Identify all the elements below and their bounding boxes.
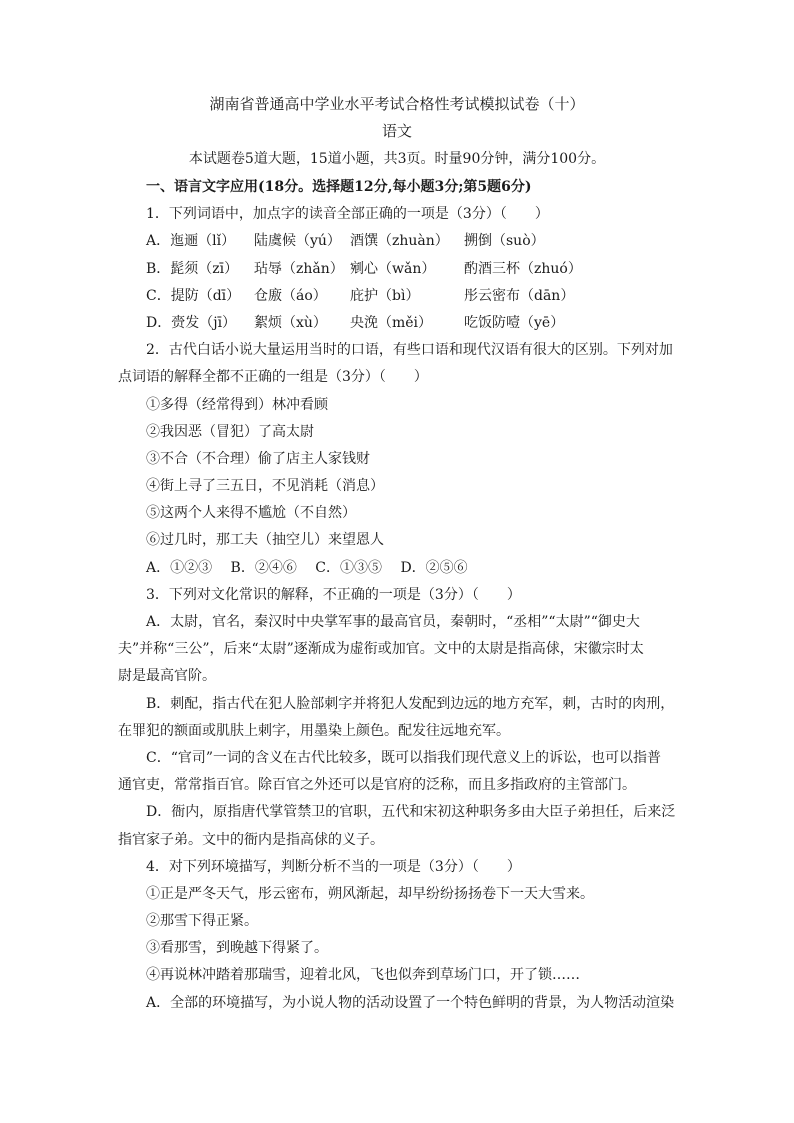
question-4-option-a: A．全部的环境描写，为小说人物的活动设置了一个特色鲜明的背景，为人物活动渲染	[146, 994, 675, 1011]
question-2-stem-cont: 点词语的解释全都不正确的一组是（3分）（ ）	[118, 369, 428, 386]
option-word: C．提防（dī）	[146, 287, 241, 304]
option-word: 酒馔（zhuàn）	[350, 233, 449, 250]
question-4-item: ①正是严冬天气，彤云密布，朔风渐起，却早纷纷扬扬卷下一天大雪来。	[146, 885, 594, 902]
question-3-line: B．刺配，指古代在犯人脸部刺字并将犯人发配到边远的地方充军，刺，古时的肉刑，	[146, 695, 675, 712]
question-3-stem: 3．下列对文化常识的解释，不正确的一项是（3分）（ ）	[146, 586, 521, 603]
question-2-item: ④街上寻了三五日，不见消耗（消息）	[146, 478, 384, 495]
option-word: 庇护（bì）	[350, 287, 420, 304]
option-word: 剜心（wǎn）	[350, 260, 436, 277]
question-4-item: ②那雪下得正紧。	[146, 913, 258, 930]
question-4-item: ④再说林冲踏着那瑞雪，迎着北风，飞也似奔到草场门口，开了锁……	[146, 967, 580, 984]
option-word: D．赍发（jī）	[146, 314, 237, 331]
option-word: 酌酒三杯（zhuó）	[464, 260, 582, 277]
question-2-item: ①多得（经常得到）林冲看顾	[146, 396, 328, 413]
question-1-option-a	[118, 228, 680, 255]
option-word: 搠倒（suò）	[464, 233, 545, 250]
subject-label: 语文	[381, 122, 412, 140]
exam-title: 湖南省普通高中学业水平考试合格性考试模拟试卷（十）	[209, 95, 585, 113]
question-3-line: D．衙内，原指唐代掌管禁卫的官职，五代和宋初这种职务多由大臣子弟担任，后来泛	[146, 804, 676, 821]
question-2-item: ③不合（不合理）偷了店主人家钱财	[146, 450, 370, 467]
question-1-option-d	[118, 310, 680, 337]
section-heading: 一、语言文字应用(18分。选择题12分,每小题3分;第5题6分)	[146, 179, 532, 195]
option-word: A．迤逦（lǐ）	[146, 233, 236, 250]
option-word: B．髭须（zī）	[146, 260, 239, 277]
question-3-line: 夫”并称“三公”，后来“太尉”逐渐成为虚衔或加官。文中的太尉是指高俅，宋徽宗时太	[118, 641, 644, 658]
question-3-line: 指官家子弟。文中的衙内是指高俅的义子。	[118, 831, 384, 848]
option-word: 玷辱（zhǎn）	[254, 260, 344, 277]
question-2-options: A．①②③ B．②④⑥ C．①③⑤ D．②⑤⑥	[146, 559, 468, 576]
question-4-stem: 4．对下列环境描写，判断分析不当的一项是（3分）（ ）	[146, 858, 521, 875]
question-1-stem: 1．下列词语中，加点字的读音全部正确的一项是（3分）（ ）	[146, 206, 549, 223]
question-1-option-c	[118, 283, 680, 310]
option-word: 吃饭防噎（yē）	[464, 314, 565, 331]
question-2-item: ⑤这两个人来得不尴尬（不自然）	[146, 505, 356, 522]
question-3-line: 通官吏，常常指百官。除百官之外还可以是官府的泛称，而且多指政府的主管部门。	[118, 777, 636, 794]
question-3-line: A．太尉，官名，秦汉时中央掌军事的最高官员，秦朝时，“丞相”“太尉”“御史大	[146, 614, 640, 630]
question-2-stem: 2．古代白话小说大量运用当时的口语，有些口语和现代汉语有很大的区别。下列对加	[146, 342, 673, 359]
question-4-item: ③看那雪，到晚越下得紧了。	[146, 940, 328, 957]
exam-info: 本试题卷5道大题，15道小题，共3页。时量90分钟，满分100分。	[188, 151, 606, 167]
option-word: 仓廒（áo）	[254, 287, 327, 304]
question-2-item: ②我因恶（冒犯）了高太尉	[146, 423, 314, 440]
option-word: 央浼（měi）	[350, 314, 433, 331]
question-3-line: 在罪犯的额面或肌肤上刺字，用墨染上颜色。配发往远地充军。	[118, 722, 510, 739]
question-2-item: ⑥过几时，那工夫（抽空儿）来望恩人	[146, 532, 384, 549]
question-1-option-b	[118, 256, 680, 283]
question-3-line: 尉是最高官阶。	[118, 668, 216, 685]
option-word: 陆虞候（yú）	[254, 233, 341, 250]
option-word: 彤云密布（dān）	[464, 287, 575, 304]
option-word: 絮烦（xù）	[254, 314, 327, 331]
exam-body	[118, 174, 680, 1017]
question-3-line: C．“官司”一词的含义在古代比较多，既可以指我们现代意义上的诉讼，也可以指普	[146, 749, 662, 766]
